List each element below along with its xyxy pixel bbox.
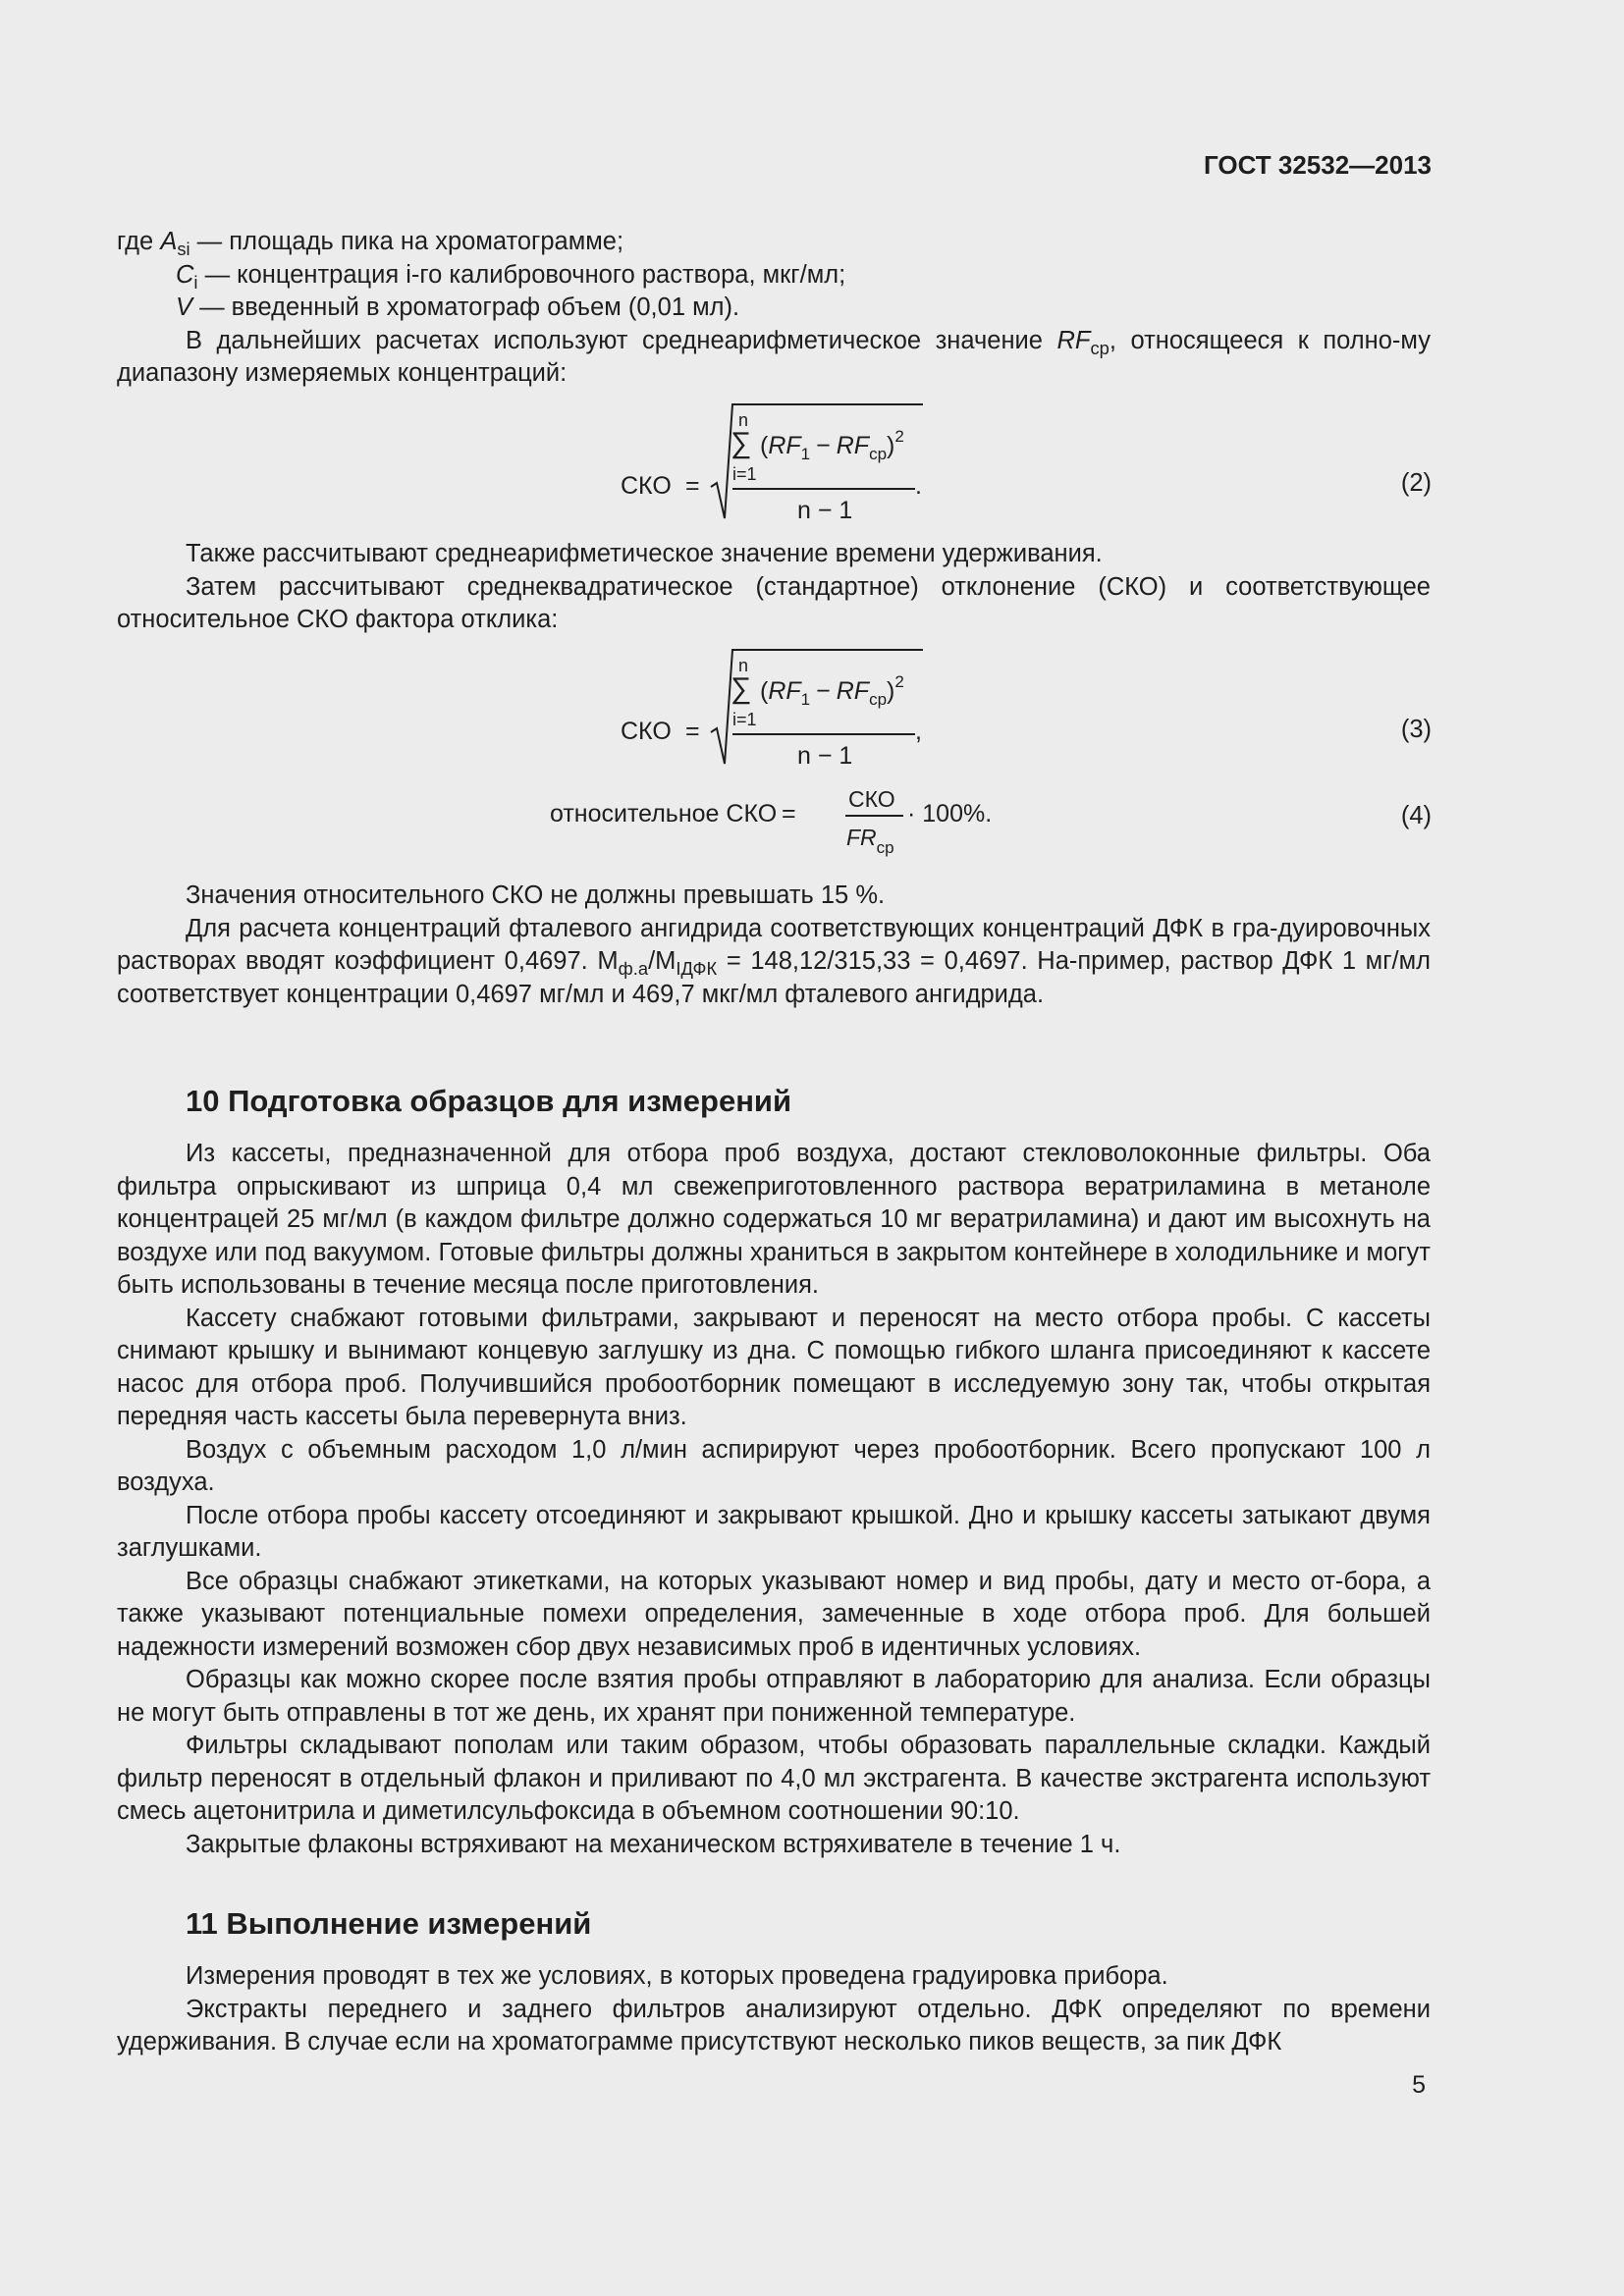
section-10-paragraph: Все образцы снабжают этикетками, на которых указывают номер и вид пробы, дату и место от-бора, а также указывают потенциальные помехи определения, замеченные в ходе отбора проб. Для большей надежности измерений возможен сбор двух независимых проб в идентичных условиях.	[117, 1567, 1431, 1661]
page-number: 5	[1412, 2071, 1426, 2099]
coefficient-text-1: Для расчета концентраций фталевого ангидрида соответствующих концентраций ДФК в гра-дуировочных растворах вводят коэффициент 0,4697. M	[117, 914, 1431, 975]
formula-2-end: .	[915, 472, 922, 500]
formula-2-lhs: СКО	[621, 472, 672, 500]
formula-4-numerator: СКО	[848, 786, 895, 812]
where-line-1	[117, 226, 1431, 259]
section-11-title: 11 Выполнение измерений	[186, 1906, 592, 1941]
section-10-paragraph: Кассету снабжают готовыми фильтрами, закрывают и переносят на место отбора пробы. С кассеты снимают крышку и вынимают концевую заглушку из дна. С помощью гибкого шланга присоединяют к кассете насос для отбора проб. Получившийся пробоотборник помещают в исследуемую зону так, чтобы открытая передняя часть кассеты была перевернута вниз.	[117, 1304, 1431, 1430]
section-11-paragraph: Измерения проводят в тех же условиях, в которых проведена градуировка прибора.	[186, 1962, 1168, 1990]
section-11	[117, 1904, 1431, 2059]
coefficient-text-2: /M	[648, 947, 677, 975]
rf-text-1: В дальнейших расчетах используют среднеарифметическое значение	[186, 326, 1057, 354]
paragraph-coefficient	[117, 913, 1431, 1012]
formula-4-denominator: $FR_{ср}$	[846, 825, 894, 857]
formula-3-denominator: n − 1	[797, 742, 853, 770]
where-lead: где	[117, 228, 154, 255]
formula-4-number: (4)	[1400, 802, 1432, 829]
section-11-paragraph: Экстракты переднего и заднего фильтров анализируют отдельно. ДФК определяют по времени удерживания. В случае если на хроматограмме присутствуют несколько пиков веществ, за пик ДФК	[117, 1995, 1431, 2056]
formula-2-eq: =	[685, 472, 700, 500]
paragraph-retention: Также рассчитывают среднеарифметическое значение времени удерживания.	[186, 540, 1103, 567]
symbol-c: C	[176, 260, 194, 289]
symbol-a: A	[160, 228, 178, 255]
coefficient-sub-1: ф.а	[618, 957, 649, 979]
definition-v: — введенный в хроматограф объем (0,01 мл).	[192, 294, 740, 321]
formula-4-eq: =	[782, 800, 796, 828]
standard-header: ГОСТ 32532—2013	[1204, 150, 1432, 180]
formula-3-numerator: $(RF_1 - RF_{ср})^2$	[760, 672, 904, 709]
section-10-paragraph: После отбора пробы кассету отсоединяют и закрывают крышкой. Дно и крышку кассеты затыкают двумя заглушками.	[117, 1501, 1431, 1562]
rf-text-2: , относящееся к полно-му диапазону измеряемых концентраций:	[117, 326, 1431, 387]
formula-4-lhs: относительное СКО	[550, 800, 778, 828]
section-10-paragraph: Образцы как можно скорее после взятия пробы отправляют в лабораторию для анализа. Если образцы не могут быть отправлены в тот же день, их хранят при пониженной температуре.	[117, 1666, 1431, 1727]
formula-4	[540, 780, 1031, 864]
formula-2-numerator: $(RF_1 - RF_{ср})^2$	[760, 427, 904, 463]
where-block	[117, 226, 1431, 391]
definition-c: — концентрация i-го калибровочного раствора, мкг/мл;	[197, 260, 846, 289]
coefficient-sub-2: IДФК	[676, 957, 718, 979]
formula-2-sum-bottom: i=1	[732, 464, 757, 484]
formula-3-sum-bottom: i=1	[732, 710, 757, 729]
coefficient-text-3: = 148,12/315,33 = 0,4697. На-пример, раствор ДФК 1 мг/мл соответствует концентрации 0,4697 мг/мл и 469,7 мкг/мл фталевого ангидрида.	[117, 947, 1431, 1008]
formula-3-number: (3)	[1400, 716, 1432, 743]
formula-2-sigma: ∑	[731, 427, 752, 459]
section-10-paragraph: Закрытые флаконы встряхивают на механическом встряхивателе в течение 1 ч.	[186, 1830, 1121, 1858]
section-10-paragraph: Воздух с объемным расходом 1,0 л/мин аспирируют через пробоотборник. Всего пропускают 100 л воздуха.	[117, 1435, 1431, 1496]
symbol-c-sub: i	[193, 271, 198, 293]
paragraph-limit: Значения относительного СКО не должны превышать 15 %.	[186, 881, 886, 909]
symbol-a-sub: si	[177, 238, 190, 259]
paragraph-sko: Затем рассчитывают среднеквадратическое (стандартное) отклонение (СКО) и соответствующее относительное СКО фактора отклика:	[117, 572, 1431, 633]
definition-a: — площадь пика на хроматограмме;	[189, 228, 624, 255]
formula-2-sum-top: n	[738, 410, 749, 430]
rf-symbol: RF	[1056, 326, 1091, 354]
formula-4-tail: · 100%.	[907, 800, 993, 828]
section-10	[117, 1082, 1431, 1861]
formula-2-denominator: n − 1	[797, 497, 853, 524]
formula-3-lhs: СКО	[621, 718, 672, 745]
paragraphs-after	[117, 880, 1431, 1011]
symbol-v: V	[176, 294, 193, 321]
paragraph-rf-average	[117, 325, 1431, 391]
formula-3-sum-top: n	[738, 656, 749, 675]
formula-3-sigma: ∑	[731, 672, 752, 705]
formula-3	[609, 638, 982, 775]
section-10-paragraph: Из кассеты, предназначенной для отбора проб воздуха, достают стекловолоконные фильтры. Оба фильтра опрыскивают из шприца 0,4 мл свежеприготовленного раствора вератриламина в метаноле концентрацей 25 мг/мл (в каждом фильтре должно содержаться 10 мг вератриламина) и дают им высохнуть на воздухе или под вакуумом. Готовые фильтры должны храниться в закрытом контейнере в холодильнике и могут быть использованы в течение месяца после приготовления.	[117, 1140, 1431, 1299]
rf-symbol-sub: ср	[1090, 337, 1110, 358]
formula-3-eq: =	[685, 718, 700, 745]
section-10-paragraph: Фильтры складывают пополам или таким образом, чтобы образовать параллельные складки. Каждый фильтр переносят в отдельный флакон и приливают по 4,0 мл экстрагента. В качестве экстрагента используют смесь ацетонитрила и диметилсульфоксида в объемном соотношении 90:10.	[117, 1732, 1431, 1825]
section-10-title: 10 Подготовка образцов для измерений	[186, 1084, 792, 1118]
formula-2-number: (2)	[1400, 469, 1432, 497]
formula-3-end: ,	[915, 718, 922, 745]
where-line-2	[117, 259, 1431, 293]
paragraphs-mid	[117, 538, 1431, 637]
where-line-3	[117, 292, 1431, 325]
formula-2	[609, 393, 982, 530]
